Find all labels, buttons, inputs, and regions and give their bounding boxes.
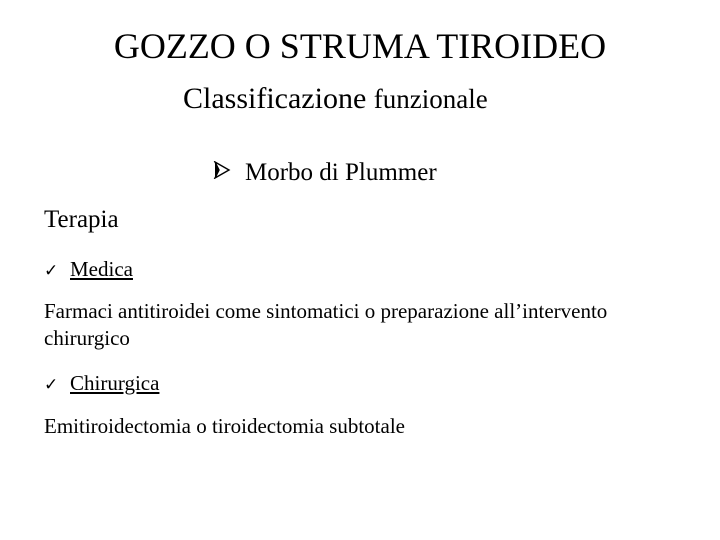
- arrow-bullet-icon: [213, 155, 231, 189]
- bullet-text: Morbo di Plummer: [245, 159, 437, 186]
- therapy-heading: Terapia: [44, 206, 119, 233]
- slide-title: GOZZO O STRUMA TIROIDEO: [113, 26, 607, 66]
- description-medica: Farmaci antitiroidei come sintomatici o preparazione all’intervento chirurgico: [44, 299, 608, 350]
- description-chirurgica: Emitiroidectomia o tiroidectomia subtotale: [44, 414, 405, 438]
- check-item-medica: [44, 255, 133, 285]
- subtitle-part-1: Classificazione: [183, 82, 367, 115]
- slide-subtitle: [183, 79, 488, 119]
- check-label-medica: Medica: [70, 257, 133, 281]
- check-label-chirurgica: Chirurgica: [70, 371, 160, 395]
- bullet-morbo-di-plummer: [213, 156, 437, 190]
- checkmark-icon: ✓: [44, 375, 59, 395]
- subtitle-part-2: funzionale: [373, 84, 488, 114]
- check-item-chirurgica: [44, 369, 159, 399]
- checkmark-icon: ✓: [44, 261, 59, 281]
